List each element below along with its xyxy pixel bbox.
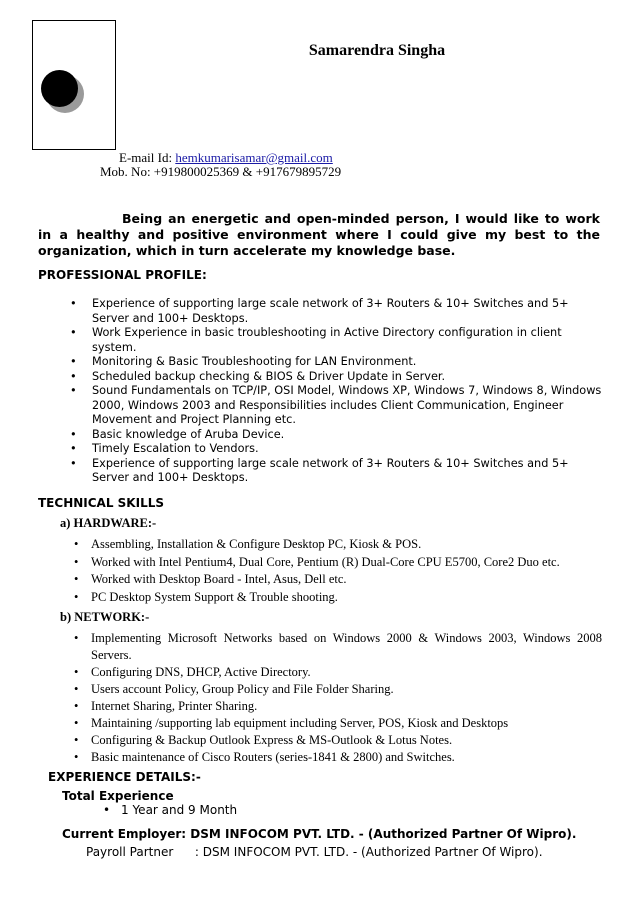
bullet: • <box>70 297 77 310</box>
bullet: • <box>74 631 79 645</box>
email-label: E-mail Id: <box>119 150 173 165</box>
payroll-label: Payroll Partner <box>86 845 174 859</box>
list-item: • Basic maintenance of Cisco Routers (series-1841 & 2800) and Switches. <box>74 750 455 764</box>
bullet: • <box>74 572 79 586</box>
list-item: • Configuring DNS, DHCP, Active Directory. <box>74 665 311 679</box>
list-item: • Monitoring & Basic Troubleshooting for LAN Environment. <box>70 355 417 368</box>
bullet: • <box>70 355 77 368</box>
profile-heading: PROFESSIONAL PROFILE: <box>38 268 207 282</box>
list-item: • 1 Year and 9 Month <box>103 803 238 817</box>
list-item: • Basic knowledge of Aruba Device. <box>70 427 285 441</box>
bullet: • <box>103 803 111 817</box>
list-item: • Configuring & Backup Outlook Express & MS-Outlook & Lotus Notes. <box>74 733 453 747</box>
experience-list <box>103 803 237 817</box>
profile-list <box>70 297 605 486</box>
payroll-partner <box>86 845 543 859</box>
list-item: • Maintaining /supporting lab equipment including Server, POS, Kiosk and Desktops <box>74 716 509 730</box>
phone-line: Mob. No: +919800025369 & +917679895729 <box>100 164 342 179</box>
hardware-list <box>74 536 614 606</box>
candidate-name: Samarendra Singha <box>308 42 446 59</box>
list-item: • Users account Policy, Group Policy and File Folder Sharing. <box>74 682 394 696</box>
list-item: • Assembling, Installation & Configure Desktop PC, Kiosk & POS. <box>74 536 614 554</box>
bullet: • <box>70 384 77 397</box>
hardware-heading: a) HARDWARE:- <box>60 516 157 530</box>
list-item: • Work Experience in basic troubleshooting in Active Directory configuration in client system. <box>70 326 562 354</box>
experience-heading: EXPERIENCE DETAILS:- <box>48 770 201 784</box>
email-link[interactable]: hemkumarisamar@gmail.com <box>175 150 333 165</box>
list-item: • Timely Escalation to Vendors. <box>70 442 259 455</box>
bullet: • <box>74 682 79 696</box>
payroll-value: : DSM INFOCOM PVT. LTD. - (Authorized Partner Of Wipro). <box>194 845 543 859</box>
list-item: • Internet Sharing, Printer Sharing. <box>74 699 258 713</box>
total-experience-label: Total Experience <box>62 789 174 803</box>
list-item: • Worked with Intel Pentium4, Dual Core, Pentium (R) Dual-Core CPU E5700, Core2 Duo etc. <box>74 554 614 572</box>
list-item: • PC Desktop System Support & Trouble shooting. <box>74 589 614 607</box>
list-item: • Implementing Microsoft Networks based on Windows 2000 & Windows 2003, Windows 2008 Servers. <box>74 631 602 662</box>
bullet: • <box>70 326 77 339</box>
bullet: • <box>74 733 79 747</box>
list-item: • Scheduled backup checking & BIOS & Driver Update in Server. <box>70 369 446 383</box>
career-objective: Being an energetic and open-minded person, I would like to work in a healthy and positive environment where I could give my best to the organization, which in turn accelerate my knowledge base. <box>38 211 600 258</box>
bullet: • <box>74 554 79 569</box>
bullet: • <box>74 699 79 713</box>
bullet: • <box>74 537 79 551</box>
bullet: • <box>74 589 79 604</box>
network-heading: b) NETWORK:- <box>60 610 150 624</box>
bullet: • <box>70 442 77 455</box>
bullet: • <box>74 665 79 679</box>
bullet: • <box>70 427 77 441</box>
bullet: • <box>74 750 79 764</box>
photo-circle <box>41 70 78 107</box>
network-list <box>74 630 602 766</box>
bullet: • <box>74 716 79 730</box>
technical-heading: TECHNICAL SKILLS <box>38 496 164 510</box>
bullet: • <box>70 369 77 383</box>
current-employer: Current Employer: DSM INFOCOM PVT. LTD. - (Authorized Partner Of Wipro). <box>62 827 577 841</box>
list-item: • Experience of supporting large scale network of 3+ Routers & 10+ Switches and 5+ Server and 100+ Desktops. <box>70 456 569 484</box>
bullet: • <box>70 456 77 470</box>
list-item: • Experience of supporting large scale network of 3+ Routers & 10+ Switches and 5+ Server and 100+ Desktops. <box>70 297 569 325</box>
list-item: • Worked with Desktop Board - Intel, Asus, Dell etc. <box>74 571 614 589</box>
list-item: • Sound Fundamentals on TCP/IP, OSI Model, Windows XP, Windows 7, Windows 8, Windows 2000, Windows 2003 and Responsibilities includes Client Communication, Engineer Movement and Project Planning etc. <box>70 384 602 426</box>
